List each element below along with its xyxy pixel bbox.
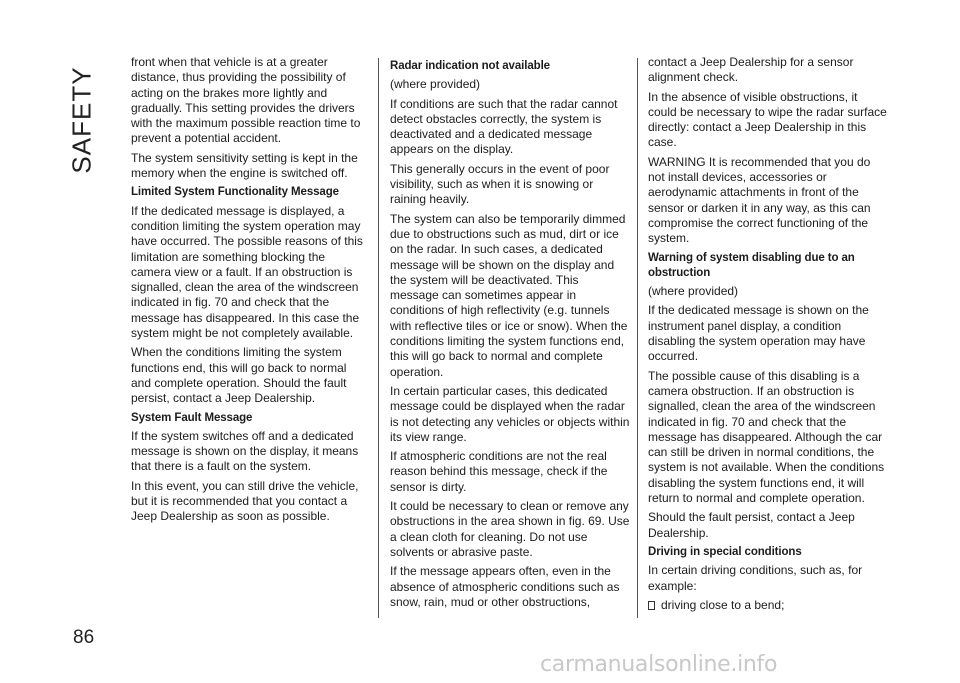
paragraph: In the absence of visible obstructions, it could be necessary to wipe the radar surface directly: contact a Jeep Dealership in this case. <box>648 89 887 150</box>
paragraph: If atmospheric conditions are not the real reason behind this message, check if the sensor is dirty. <box>390 449 608 494</box>
paragraph: If the message appears often, even in the absence of atmospheric conditions such as snow, rain, mud or other obstructions, <box>390 564 620 609</box>
paragraph: It could be necessary to clean or remove any obstructions in the area shown in fig. 69. Use a clean cloth for cleaning. Do not use solvents or abrasive paste. <box>390 499 630 559</box>
paragraph: contact a Jeep Dealership for a sensor alignment check. <box>648 55 854 85</box>
paragraph: (where provided) <box>390 77 481 92</box>
column-1 <box>131 55 367 529</box>
paragraph: If the dedicated message is shown on the instrument panel display, a condition disabling the system operation may have occurred. <box>648 303 869 364</box>
paragraph: This generally occurs in the event of poor visibility, such as when it is snowing or raining heavily. <box>390 161 610 207</box>
column-3 <box>648 55 888 613</box>
page-number: 86 <box>73 627 95 648</box>
watermark: carmanualsonline.info <box>540 652 778 677</box>
paragraph: If the system switches off and a dedicated message is shown on the display, it means that there is a fault on the system. <box>131 428 359 474</box>
list-item-text: driving close to a bend; <box>661 597 785 612</box>
paragraph: In this event, you can still drive the vehicle, but it is recommended that you contact a Jeep Dealership as soon as possible. <box>131 478 359 524</box>
section-heading: Radar indication not available <box>390 60 550 72</box>
column-divider <box>378 58 379 618</box>
paragraph: When the conditions limiting the system functions end, this will go back to normal and complete operation. Should the fault persist, contact a Jeep Dealership. <box>131 345 347 406</box>
section-label: SAFETY <box>66 66 97 174</box>
section-heading: System Fault Message <box>131 411 253 424</box>
paragraph: If the dedicated message is displayed, a condition limiting the system operation may have occurred. The possible reasons of this limitation are something blocking the camera view or a fault. If an obstruction is signalled, clean the area of the windscreen indicated in fig. 70 and check that the message has disappeared. In this case the system might be not completely available. <box>131 203 363 341</box>
paragraph: The possible cause of this disabling is a camera obstruction. If an obstruction is signalled, clean the area of the windscreen indicated in fig. 70 and check that the message has disappeared. Although the car can still be driven in normal conditions, the system is not available. When the conditions disabling the system functions end, it will return to normal and complete operation. <box>648 368 885 506</box>
paragraph: In certain particular cases, this dedicated message could be displayed when the radar is not detecting any vehicles or objects within its view range. <box>390 383 630 444</box>
paragraph: front when that vehicle is at a greater distance, thus providing the possibility of acting on the brakes more lightly and gradually. This setting provides the drivers with the maximum possible reaction time to prevent a potential accident. <box>131 55 361 146</box>
warning-paragraph: WARNING It is recommended that you do not install devices, accessories or aerodynamic attachments in front of the sensor or darken it in any way, as this can compromise the correct functioning of the system. <box>648 154 871 246</box>
section-heading: Limited System Functionality Message <box>131 186 339 199</box>
square-bullet-icon <box>648 601 655 610</box>
column-2 <box>390 55 630 614</box>
paragraph: The system sensitivity setting is kept in the memory when the engine is switched off. <box>131 150 358 181</box>
paragraph: The system can also be temporarily dimmed due to obstructions such as mud, dirt or ice on the radar. In such cases, a dedicated message will be shown on the display and the system will be deactivated. This message can sometimes appear in conditions of high reflectivity (e.g. tunnels with reflective tiles or ice or snow). When the conditions limiting the system functions end, this will go back to normal and complete operation. <box>390 211 628 379</box>
paragraph: (where provided) <box>648 284 739 299</box>
list-item <box>648 598 888 613</box>
section-heading: Warning of system disabling due to an obstruction <box>648 251 855 279</box>
paragraph: If conditions are such that the radar cannot detect obstacles correctly, the system is deactivated and a dedicated message appears on the display. <box>390 96 618 157</box>
paragraph: In certain driving conditions, such as, for example: <box>648 563 863 593</box>
column-divider <box>637 58 638 618</box>
section-heading: Driving in special conditions <box>648 545 802 558</box>
paragraph: Should the fault persist, contact a Jeep Dealership. <box>648 510 855 540</box>
